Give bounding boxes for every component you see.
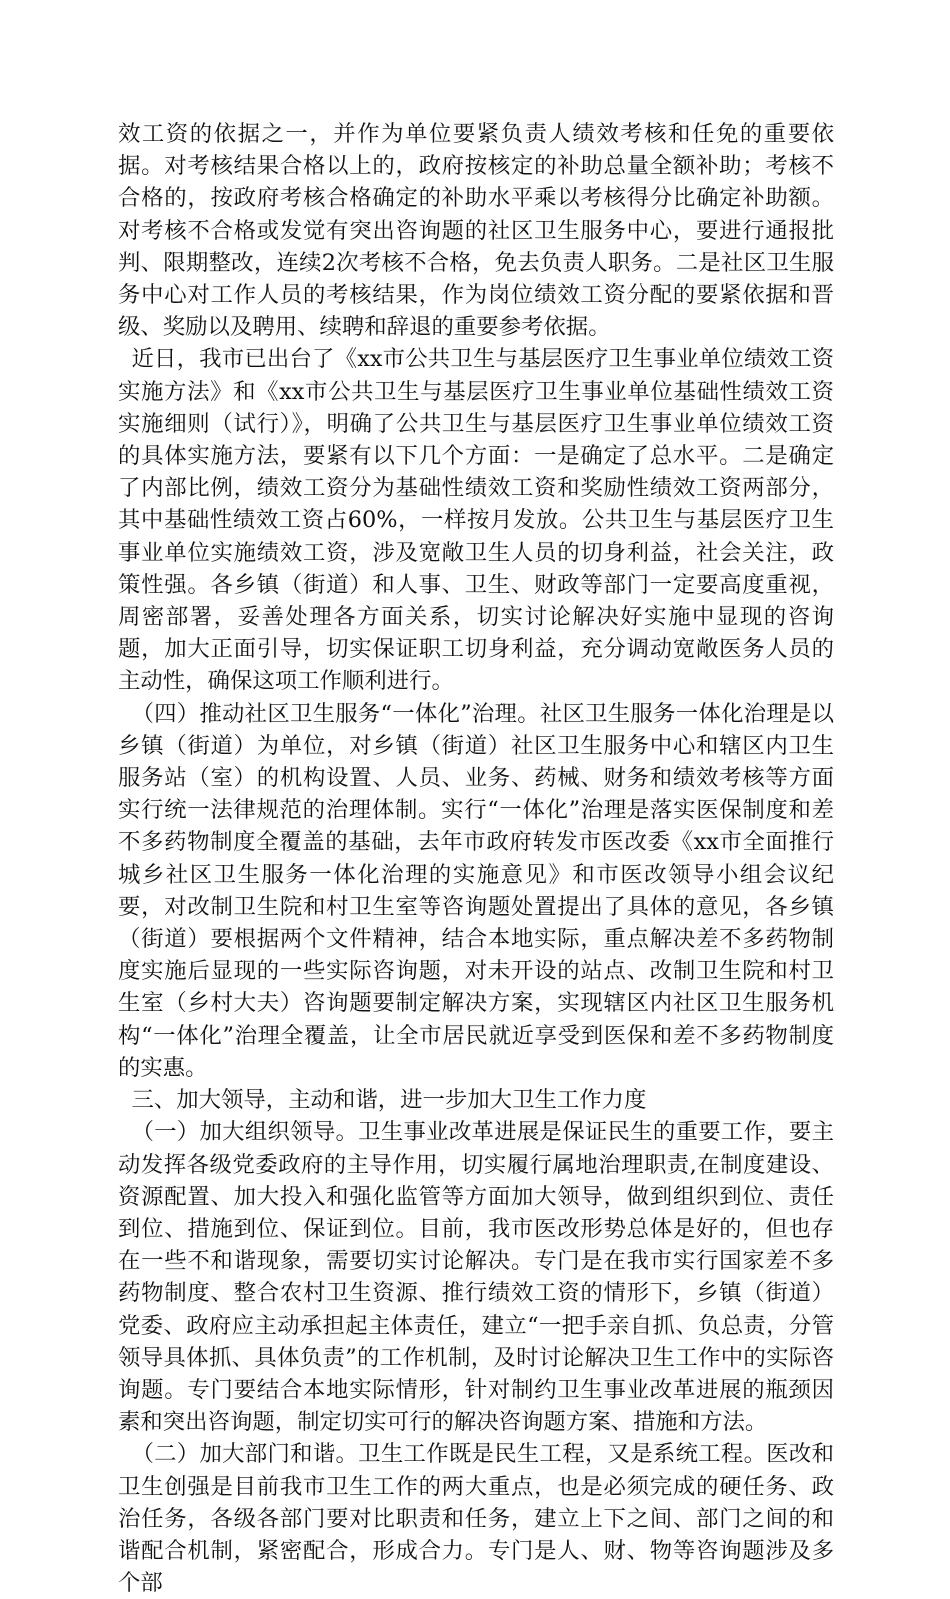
paragraph-performance-pay-policy: 近日，我市已出台了《xx市公共卫生与基层医疗卫生事业单位绩效工资实施方法》和《xx市公共卫生与基层医疗卫生事业单位基础性绩效工资实施细则（试行）》，明确了公共卫生与基层医疗卫生事业单位绩效工资的具体实施方法，要紧有以下几个方面：一是确定了总水平。二是确定了内部比例，绩效工资分为基础性绩效工资和奖励性绩效工资两部分，其中基础性绩效工资占60%，一样按月发放。公共卫生与基层医疗卫生事业单位实施绩效工资，涉及宽敞卫生人员的切身利益，社会关注，政策性强。各乡镇（街道）和人事、卫生、财政等部门一定要高度重视，周密部署，妥善处理各方面关系，切实讨论解决好实施中显现的咨询题，加大正面引导，切实保证职工切身利益，充分调动宽敞医务人员的主动性，确保这项工作顺利进行。 [118, 346, 834, 695]
paragraph-performance-assessment: 效工资的依据之一，并作为单位要紧负责人绩效考核和任免的重要依据。对考核结果合格以上的，政府按核定的补助总量全额补助；考核不合格的，按政府考核合格确定的补助水平乘以考核得分比确定补助额。对考核不合格或发觉有突出咨询题的社区卫生服务中心，要进行通报批判、限期整改，连续2次考核不合格，免去负责人职务。二是社区卫生服务中心对工作人员的考核结果，作为岗位绩效工资分配的要紧依据和晋级、奖励以及聘用、续聘和辞退的重要参考依据。 [118, 121, 834, 341]
section-heading-leadership: 三、加大领导，主动和谐，进一步加大卫生工作力度 [131, 1087, 647, 1114]
paragraph-integrated-management: （四）推动社区卫生服务“一体化”治理。社区卫生服务一体化治理是以乡镇（街道）为单位，对乡镇（街道）社区卫生服务中心和辖区内卫生服务站（室）的机构设置、人员、业务、药械、财务和绩效考核等方面实行统一法律规范的治理体制。实行“一体化”治理是落实医保制度和差不多药物制度全覆盖的基础，去年市政府转发市医改委《xx市全面推行城乡社区卫生服务一体化治理的实施意见》和市医改领导小组会议纪要，对改制卫生院和村卫生室等咨询题处置提出了具体的意见，各乡镇（街道）要根据两个文件精神，结合本地实际，重点解决差不多药物制度实施后显现的一些实际咨询题，对未开设的站点、改制卫生院和村卫生室（乡村大夫）咨询题要制定解决方案，实现辖区内社区卫生服务机构“一体化”治理全覆盖，让全市居民就近享受到医保和差不多药物制度的实惠。 [118, 700, 834, 1081]
document-page [118, 118, 834, 1599]
paragraph-department-coordination: （二）加大部门和谐。卫生工作既是民生工程，又是系统工程。医改和卫生创强是目前我市卫生工作的两大重点，也是必须完成的硬任务、政治任务，各级各部门要对比职责和任务，建立上下之间、部门之间的和谐配合机制，紧密配合，形成合力。专门是人、财、物等咨询题涉及多个部 [118, 1441, 834, 1597]
paragraph-organization-leadership: （一）加大组织领导。卫生事业改革进展是保证民生的重要工作，要主动发挥各级党委政府的主导作用，切实履行属地治理职责,在制度建设、资源配置、加大投入和强化监管等方面加大领导，做到组织到位、责任到位、措施到位、保证到位。目前，我市医改形势总体是好的，但也存在一些不和谐现象，需要切实讨论解决。专门是在我市实行国家差不多药物制度、整合农村卫生资源、推行绩效工资的情形下，乡镇（街道）党委、政府应主动承担起主体责任，建立“一把手亲自抓、负总责，分管领导具体抓、具体负责”的工作机制，及时讨论解决卫生工作中的实际咨询题。专门要结合本地实际情形，针对制约卫生事业改革进展的瓶颈因素和突出咨询题，制定切实可行的解决咨询题方案、措施和方法。 [118, 1119, 834, 1436]
